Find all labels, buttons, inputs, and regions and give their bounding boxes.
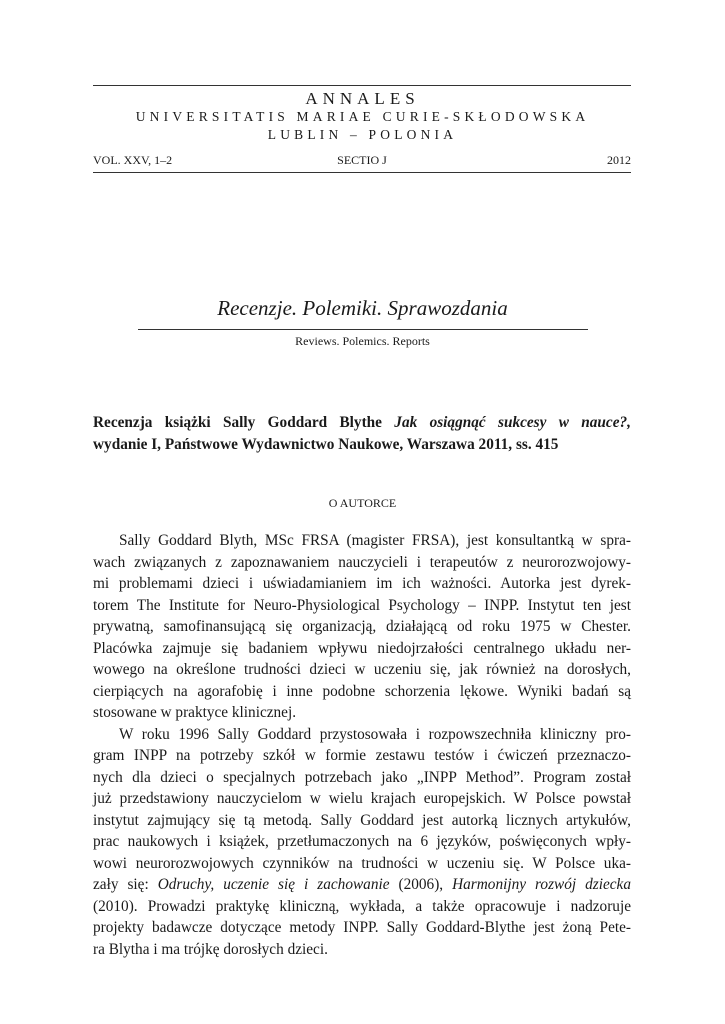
body-line: stosowane w praktyce klinicznej.	[93, 704, 297, 721]
body-line: wowego na określone trudności dzieci w uczeniu się, jak również na dorosłych,	[93, 661, 631, 678]
issue-meta-row	[93, 153, 631, 169]
body-line-with-titles	[93, 874, 631, 896]
review-title	[93, 412, 631, 456]
body-line: nych dla dzieci o specjalnych potrzebach jako „INPP Method”. Program został	[93, 768, 631, 786]
body-line: ra Blytha i ma trójkę dorosłych dzieci.	[93, 940, 328, 958]
body-line: Sally Goddard Blyth, MSc FRSA (magister FRSA), jest konsultantką w spra-	[119, 532, 631, 549]
body-text-fragment: (2006),	[389, 876, 453, 893]
body-line: prywatną, samofinansującą się organizacją, działającą od roku 1975 w Chester.	[93, 618, 631, 635]
body-line: torem The Institute for Neuro-Physiological Psychology – INPP. Instytut ten jest	[93, 596, 631, 614]
body-line: mi problemami dzieci i uświadamianiem im ich ważności. Autorka jest dyrek-	[93, 575, 631, 592]
header-top-rule	[93, 85, 631, 86]
body-line: gram INPP na potrzeby szkół w formie zestawu testów i ćwiczeń przeznaczo-	[93, 747, 631, 764]
header-bottom-rule	[93, 172, 631, 173]
cited-book-title: Odruchy, uczenie się i zachowanie	[157, 876, 390, 893]
university-name: UNIVERSITATIS MARIAE CURIE-SKŁODOWSKA	[135, 109, 590, 124]
body-line: cierpiących na agorafobię i inne podobne schorzenia lękowe. Wyniki badań są	[93, 682, 631, 700]
review-title-line-2: wydanie I, Państwowe Wydawnictwo Naukowe, Warszawa 2011, ss. 415	[93, 436, 559, 453]
volume-number: VOL. XXV, 1–2	[93, 153, 173, 167]
body-line: W roku 1996 Sally Goddard przystosowała i rozpowszechniła kliniczny pro-	[119, 725, 631, 743]
section-title-rule	[138, 329, 588, 330]
body-line: instytut zajmujący się tą metodą. Sally Goddard jest autorką licznych artykułów,	[93, 811, 631, 829]
section-subtitle: Reviews. Polemics. Reports	[295, 334, 430, 348]
city-country: LUBLIN – POLONIA	[267, 127, 458, 142]
body-line: Placówka zajmuje się badaniem wpływu niedojrzałości centralnego układu ner-	[93, 639, 631, 657]
section-title: Recenzje. Polemiki. Sprawozdania	[217, 296, 508, 320]
review-book-title: Jak osiągnąć sukcesy w nauce?,	[394, 414, 631, 431]
body-line: już przedstawiony nauczycielom w wielu krajach europejskich. W Polsce powstał	[93, 790, 631, 807]
issue-year: 2012	[607, 153, 631, 167]
review-title-line-1	[93, 412, 631, 434]
journal-name: ANNALES	[305, 89, 420, 108]
review-title-prefix: Recenzja książki Sally Goddard Blythe	[93, 414, 395, 431]
body-line: prac naukowych i książek, przetłumaczonych na 6 języków, poświęconych wpły-	[93, 833, 631, 850]
body-text-fragment: zały się:	[93, 876, 158, 893]
sectio-label: SECTIO J	[337, 153, 387, 167]
cited-book-title: Harmonijny rozwój dziecka	[452, 876, 631, 893]
body-line: wowi neurorozwojowych czynników na trudności w uczeniu się. W Polsce uka-	[93, 854, 631, 872]
article-body	[93, 530, 631, 960]
body-line: wach związanych z zapoznawaniem nauczycieli i terapeutów z neurorozwojowy-	[93, 553, 631, 571]
about-author-heading: O AUTORCE	[328, 496, 397, 510]
body-line: (2010). Prowadzi praktykę kliniczną, wykłada, a także opracowuje i nadzoruje	[93, 897, 631, 915]
body-line: projekty badawcze dotyczące metody INPP. Sally Goddard-Blythe jest żoną Pete-	[93, 919, 631, 936]
